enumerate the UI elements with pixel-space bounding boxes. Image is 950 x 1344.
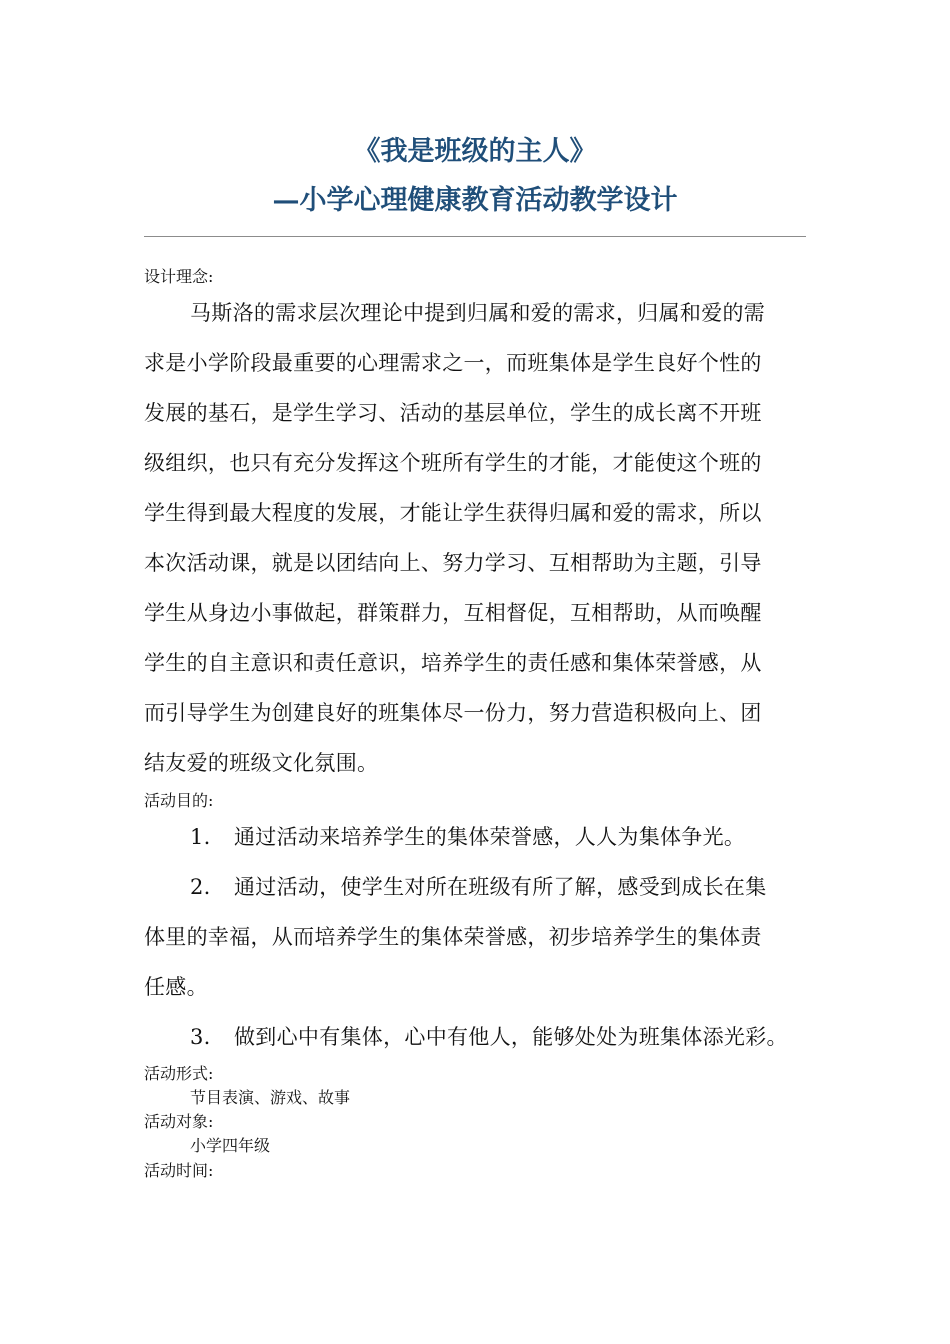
goal-text: 通过活动来培养学生的集体荣誉感，人人为集体争光。 [234, 825, 746, 849]
activity-form-value: 节目表演、游戏、故事 [190, 1088, 351, 1107]
goal-text: 做到心中有集体，心中有他人，能够处处为班集体添光彩。 [234, 1025, 788, 1049]
paragraph-line: 本次活动课，就是以团结向上、努力学习、互相帮助为主题，引导 [144, 551, 762, 575]
activity-target-heading: 活动对象: [144, 1112, 214, 1131]
title-divider [144, 236, 806, 237]
goal-number: 3. [190, 1025, 211, 1049]
document-subtitle: —小学心理健康教育活动教学设计 [272, 185, 678, 216]
paragraph-line: 而引导学生为创建良好的班集体尽一份力，努力营造积极向上、团 [144, 701, 762, 725]
activity-goals-heading: 活动目的: [144, 791, 214, 810]
goal-item-3 [190, 1022, 850, 1052]
goal-number: 2. [190, 875, 211, 899]
paragraph-line: 级组织，也只有充分发挥这个班所有学生的才能，才能使这个班的 [144, 451, 762, 475]
goal-item-1 [190, 822, 850, 852]
paragraph-line: 学生的自主意识和责任意识，培养学生的责任感和集体荣誉感，从 [144, 651, 762, 675]
paragraph-line: 求是小学阶段最重要的心理需求之一，而班集体是学生良好个性的 [144, 351, 762, 375]
goal-text-continued: 任感。 [144, 975, 208, 999]
activity-time-heading: 活动时间: [144, 1161, 214, 1180]
paragraph-line: 学生得到最大程度的发展，才能让学生获得归属和爱的需求，所以 [144, 501, 762, 525]
goal-text-continued: 体里的幸福，从而培养学生的集体荣誉感，初步培养学生的集体责 [144, 925, 762, 949]
goal-number: 1. [190, 825, 211, 849]
paragraph-line: 马斯洛的需求层次理论中提到归属和爱的需求，归属和爱的需 [190, 301, 766, 325]
design-concept-heading: 设计理念: [144, 267, 214, 286]
activity-form-heading: 活动形式: [144, 1064, 214, 1083]
goal-text: 通过活动，使学生对所在班级有所了解，感受到成长在集 [234, 875, 767, 899]
paragraph-line: 学生从身边小事做起，群策群力，互相督促，互相帮助，从而唤醒 [144, 601, 762, 625]
paragraph-line: 结友爱的班级文化氛围。 [144, 751, 379, 775]
document-title: 《我是班级的主人》 [353, 136, 597, 167]
paragraph-line: 发展的基石，是学生学习、活动的基层单位，学生的成长离不开班 [144, 401, 762, 425]
goal-item-2 [190, 872, 850, 902]
activity-target-value: 小学四年级 [190, 1136, 271, 1155]
